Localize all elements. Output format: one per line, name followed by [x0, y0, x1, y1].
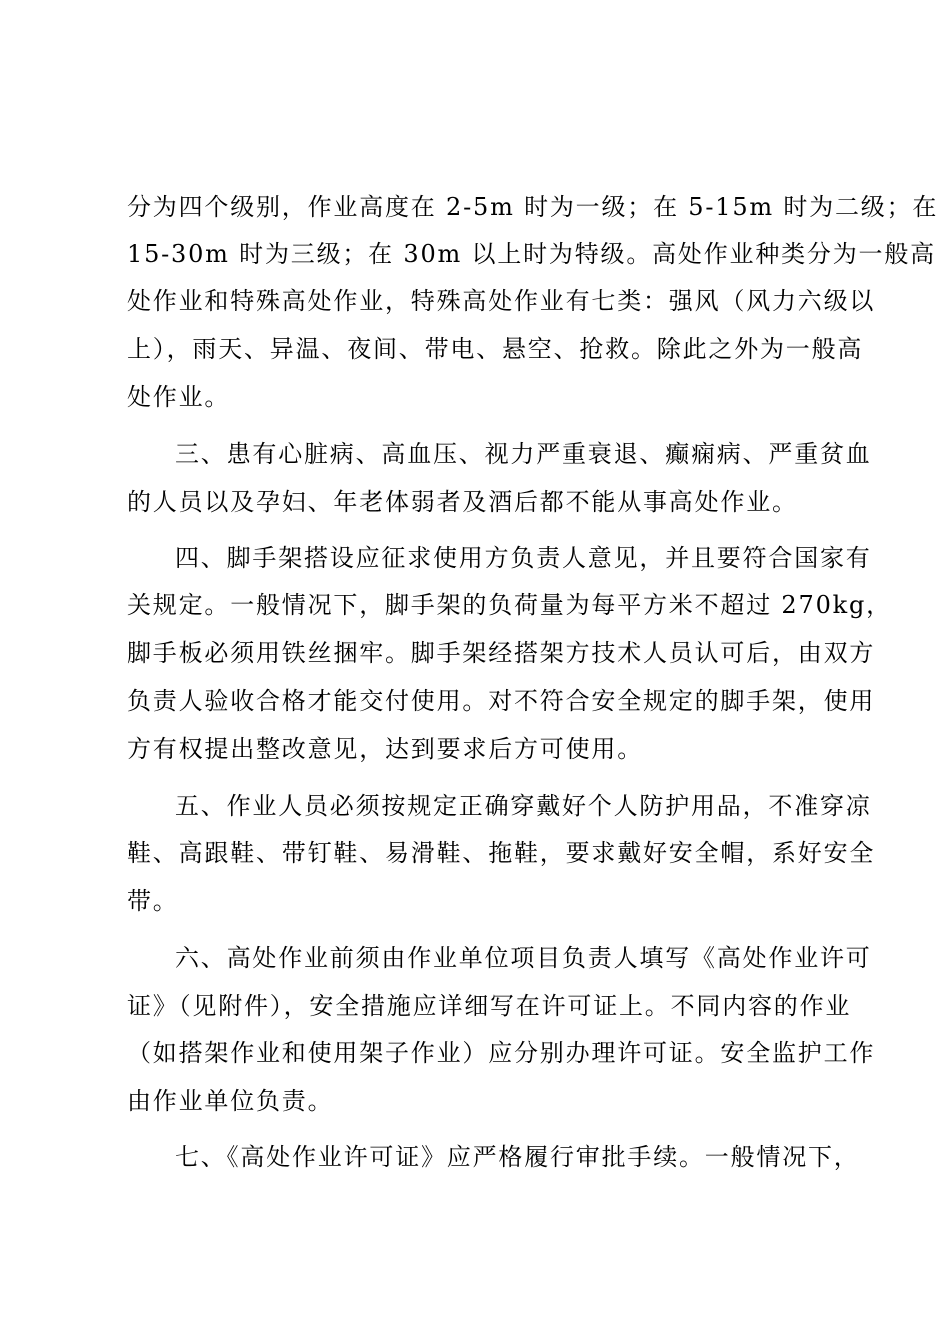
- paragraph-4-line: 关规定。一般情况下，脚手架的负荷量为每平方米不超过 270kg，: [127, 591, 892, 619]
- paragraph-4-line: 方有权提出整改意见，达到要求后方可使用。: [127, 735, 643, 763]
- paragraph-line: 上），雨天、异温、夜间、带电、悬空、抢救。除此之外为一般高: [127, 335, 864, 363]
- paragraph-3-line: 三、患有心脏病、高血压、视力严重衰退、癫痫病、严重贫血: [175, 440, 872, 468]
- paragraph-3-line: 的人员以及孕妇、年老体弱者及酒后都不能从事高处作业。: [127, 488, 798, 516]
- paragraph-6-line: 六、高处作业前须由作业单位项目负责人填写《高处作业许可: [175, 944, 872, 972]
- paragraph-5-line: 鞋、高跟鞋、带钉鞋、易滑鞋、拖鞋，要求戴好安全帽，系好安全: [127, 839, 876, 867]
- paragraph-7-line: 七、《高处作业许可证》应严格履行审批手续。一般情况下，: [175, 1143, 860, 1171]
- paragraph-6-line: （如搭架作业和使用架子作业）应分别办理许可证。安全监护工作: [127, 1039, 876, 1067]
- paragraph-5-line: 带。: [127, 887, 179, 915]
- paragraph-5-line: 五、作业人员必须按规定正确穿戴好个人防护用品，不准穿凉: [175, 792, 872, 820]
- paragraph-4-line: 脚手板必须用铁丝捆牢。脚手架经搭架方技术人员认可后，由双方: [127, 639, 876, 667]
- paragraph-line: 15-30m 时为三级；在 30m 以上时为特级。高处作业种类分为一般高: [127, 240, 936, 268]
- paragraph-6-line: 证》（见附件），安全措施应详细写在许可证上。不同内容的作业: [127, 992, 852, 1020]
- paragraph-4-line: 四、脚手架搭设应征求使用方负责人意见，并且要符合国家有: [175, 544, 872, 572]
- paragraph-4-line: 负责人验收合格才能交付使用。对不符合安全规定的脚手架，使用: [127, 687, 876, 715]
- paragraph-line: 处作业。: [127, 383, 231, 411]
- paragraph-line: 分为四个级别，作业高度在 2-5m 时为一级；在 5-15m 时为二级；在: [127, 193, 939, 221]
- paragraph-line: 处作业和特殊高处作业，特殊高处作业有七类：强风（风力六级以: [127, 287, 876, 315]
- paragraph-6-line: 由作业单位负责。: [127, 1087, 334, 1115]
